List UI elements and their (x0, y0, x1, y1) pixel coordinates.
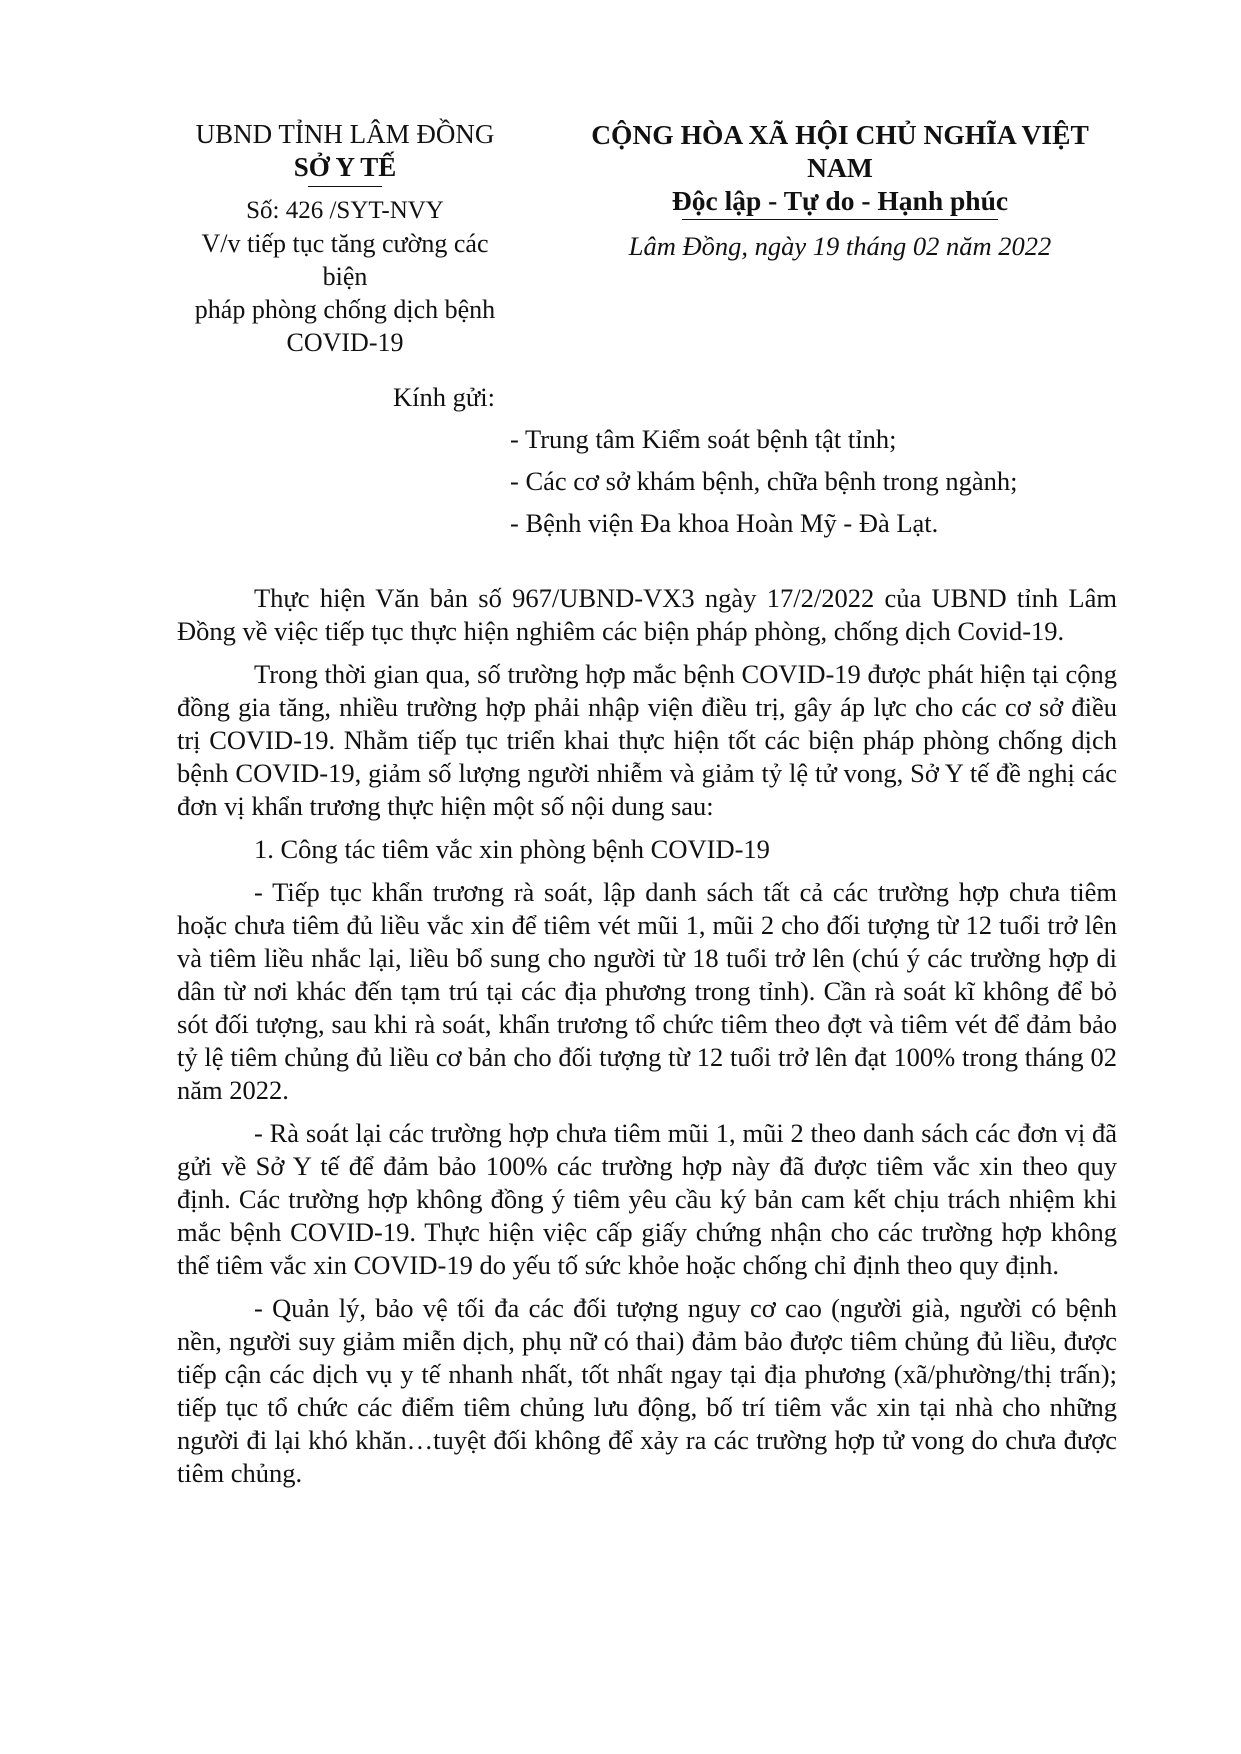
body-paragraph: - Quản lý, bảo vệ tối đa các đối tượng nguy cơ cao (người già, người có bệnh nền, người suy giảm miễn dịch, phụ nữ có thai) đảm bảo được tiêm chủng đủ liều, được tiếp cận các dịch vụ y tế nhanh nhất, tốt nhất ngay tại địa phương (xã/phường/thị trấn); tiếp tục tổ chức các điểm tiêm chủng lưu động, bố trí tiêm vắc xin tại nhà cho những người đi lại khó khăn…tuyệt đối không để xảy ra các trường hợp tử vong do chưa được tiêm chủng. (177, 1293, 1117, 1488)
issuing-agency-block (185, 118, 505, 359)
agency-name: UBND TỈNH LÂM ĐỒNG (195, 119, 495, 149)
recipients-greeting: Kính gửi: (393, 382, 495, 412)
recipient-item: - Các cơ sở khám bệnh, chữa bệnh trong ngành; (510, 466, 1018, 496)
subject-line: pháp phòng chống dịch bệnh (194, 295, 496, 324)
body-paragraph: Thực hiện Văn bản số 967/UBND-VX3 ngày 17/2/2022 của UBND tỉnh Lâm Đồng về việc tiếp tục thực hiện nghiêm các biện pháp phòng, chống dịch Covid-19. (177, 583, 1117, 646)
place-and-date: Lâm Đồng, ngày 19 tháng 02 năm 2022 (628, 231, 1052, 261)
subject-line: V/v tiếp tục tăng cường các biện (201, 229, 489, 291)
department-underline (308, 186, 382, 187)
recipient-list (510, 423, 1150, 549)
subject-line: COVID-19 (286, 328, 404, 357)
recipient-item: - Bệnh viện Đa khoa Hoàn Mỹ - Đà Lạt. (510, 508, 939, 538)
department-name: SỞ Y TẾ (293, 152, 397, 182)
section-heading: 1. Công tác tiêm vắc xin phòng bệnh COVID-19 (254, 834, 770, 864)
national-motto: Độc lập - Tự do - Hạnh phúc (671, 185, 1009, 216)
document-number: Số: 426 /SYT-NVY (246, 197, 444, 224)
recipients-block (393, 381, 1018, 538)
document-body (177, 582, 1117, 1500)
body-paragraph: - Tiếp tục khẩn trương rà soát, lập danh sách tất cả các trường hợp chưa tiêm hoặc chưa tiêm đủ liều vắc xin để tiêm vét mũi 1, mũi 2 cho đối tượng từ 12 tuổi trở lên và tiêm liều nhắc lại, liều bổ sung cho người từ 18 tuổi trở lên (chú ý các trường hợp di dân từ nơi khác đến tạm trú tại các địa phương trong tỉnh). Cần rà soát kĩ không để bỏ sót đối tượng, sau khi rà soát, khẩn trương tổ chức tiêm theo đợt và tiêm vét để đảm bảo tỷ lệ tiêm chủng đủ liều cơ bản cho đối tượng từ 12 tuổi trở lên đạt 100% trong tháng 02 năm 2022. (177, 877, 1117, 1105)
nation-title: CỘNG HÒA XÃ HỘI CHỦ NGHĨA VIỆT NAM (591, 119, 1089, 183)
motto-underline (682, 219, 998, 220)
body-paragraph: Trong thời gian qua, số trường hợp mắc bệnh COVID-19 được phát hiện tại cộng đồng gia tăng, nhiều trường hợp phải nhập viện điều trị, gây áp lực cho các cơ sở điều trị COVID-19. Nhằm tiếp tục triển khai thực hiện tốt các biện pháp phòng chống dịch bệnh COVID-19, giảm số lượng người nhiễm và giảm tỷ lệ tử vong, Sở Y tế đề nghị các đơn vị khẩn trương thực hiện một số nội dung sau: (177, 659, 1117, 821)
national-header-block (560, 118, 1120, 263)
recipient-item: - Trung tâm Kiểm soát bệnh tật tỉnh; (510, 424, 897, 454)
body-paragraph: - Rà soát lại các trường hợp chưa tiêm mũi 1, mũi 2 theo danh sách các đơn vị đã gửi về Sở Y tế để đảm bảo 100% các trường hợp này đã được tiêm vắc xin theo quy định. Các trường hợp không đồng ý tiêm yêu cầu ký bản cam kết chịu trách nhiệm khi mắc bệnh COVID-19. Thực hiện việc cấp giấy chứng nhận cho các trường hợp không thể tiêm vắc xin COVID-19 do yếu tố sức khỏe hoặc chống chỉ định theo quy định. (177, 1118, 1117, 1280)
